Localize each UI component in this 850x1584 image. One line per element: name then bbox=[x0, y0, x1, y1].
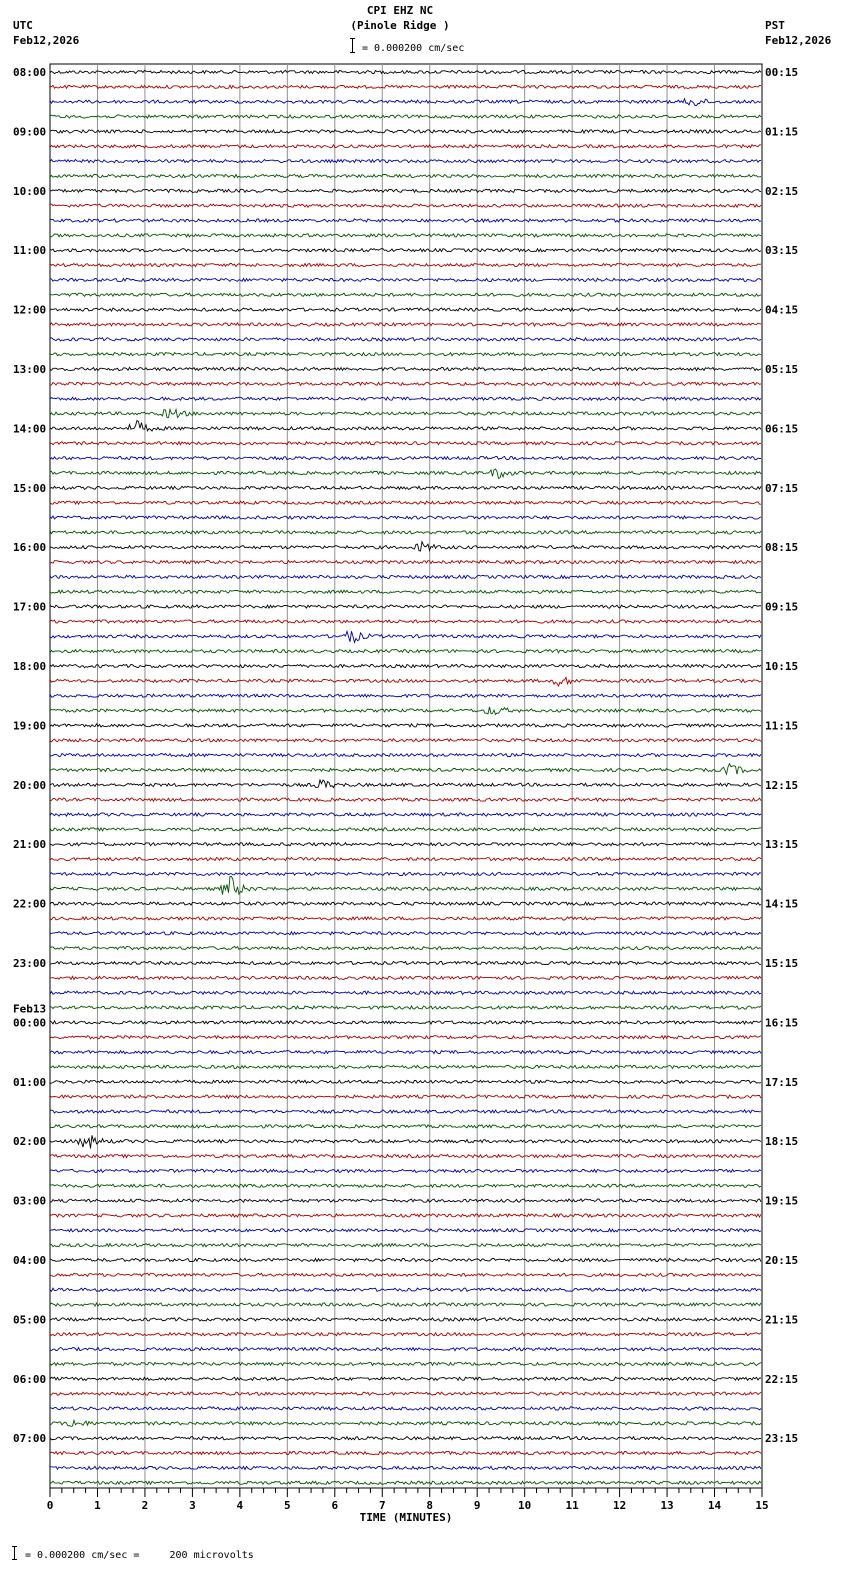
trace-53 bbox=[50, 858, 761, 861]
right-hour-label: 21:15 bbox=[765, 1313, 799, 1327]
trace-68 bbox=[50, 1080, 761, 1083]
x-tick-label: 0 bbox=[46, 1499, 54, 1512]
trace-14 bbox=[50, 278, 761, 281]
left-hour-label: 05:00 bbox=[13, 1313, 47, 1327]
right-hour-label: 15:15 bbox=[765, 957, 799, 970]
trace-27 bbox=[50, 469, 761, 479]
left-hour-label: 18:00 bbox=[13, 660, 47, 673]
trace-62 bbox=[50, 991, 761, 994]
x-tick-label: 4 bbox=[236, 1499, 244, 1512]
trace-89 bbox=[50, 1392, 761, 1395]
trace-41 bbox=[50, 677, 761, 686]
trace-92 bbox=[50, 1437, 761, 1440]
x-tick-label: 15 bbox=[755, 1499, 769, 1512]
trace-54 bbox=[50, 872, 761, 875]
trace-16 bbox=[50, 308, 761, 311]
trace-91 bbox=[50, 1420, 761, 1426]
trace-60 bbox=[50, 961, 761, 964]
trace-84 bbox=[50, 1318, 761, 1321]
trace-39 bbox=[50, 650, 761, 653]
trace-3 bbox=[50, 115, 761, 118]
right-hour-label: 03:15 bbox=[765, 244, 799, 258]
trace-57 bbox=[50, 917, 761, 920]
trace-15 bbox=[50, 293, 761, 296]
right-hour-label: 23:15 bbox=[765, 1432, 799, 1446]
trace-49 bbox=[50, 798, 761, 801]
right-hour-label: 20:15 bbox=[765, 1254, 799, 1267]
trace-64 bbox=[50, 1021, 761, 1024]
right-hour-label: 01:15 bbox=[765, 125, 799, 139]
trace-22 bbox=[50, 397, 761, 400]
right-hour-label: 14:15 bbox=[765, 897, 799, 911]
trace-56 bbox=[50, 902, 761, 905]
trace-86 bbox=[50, 1348, 761, 1351]
right-hour-label: 00:15 bbox=[765, 66, 799, 79]
right-hour-label: 07:15 bbox=[765, 481, 799, 495]
left-hour-label: 11:00 bbox=[13, 244, 47, 258]
trace-59 bbox=[50, 947, 761, 950]
trace-65 bbox=[50, 1036, 761, 1039]
trace-78 bbox=[50, 1229, 761, 1232]
trace-0 bbox=[50, 70, 761, 73]
x-tick-label: 10 bbox=[518, 1499, 532, 1512]
trace-38 bbox=[50, 631, 761, 642]
x-tick-label: 1 bbox=[94, 1499, 101, 1512]
trace-2 bbox=[50, 99, 761, 106]
trace-47 bbox=[50, 764, 761, 775]
trace-46 bbox=[50, 754, 761, 757]
left-hour-label: 01:00 bbox=[13, 1075, 47, 1089]
x-tick-label: 7 bbox=[378, 1499, 386, 1512]
trace-44 bbox=[50, 724, 761, 727]
station-location: (Pinole Ridge ) bbox=[350, 19, 450, 32]
trace-20 bbox=[50, 367, 761, 370]
trace-95 bbox=[50, 1481, 761, 1484]
trace-82 bbox=[50, 1288, 761, 1291]
right-hour-label: 18:15 bbox=[765, 1135, 799, 1149]
trace-83 bbox=[50, 1303, 761, 1306]
x-tick-label: 9 bbox=[473, 1499, 481, 1512]
trace-61 bbox=[50, 976, 761, 979]
trace-36 bbox=[50, 605, 761, 608]
trace-32 bbox=[50, 542, 761, 551]
left-hour-label: 12:00 bbox=[13, 303, 47, 317]
right-hour-label: 11:15 bbox=[765, 719, 799, 733]
right-hour-label: 12:15 bbox=[765, 778, 799, 792]
trace-79 bbox=[50, 1244, 761, 1247]
trace-67 bbox=[50, 1065, 761, 1068]
trace-55 bbox=[50, 876, 761, 894]
trace-29 bbox=[50, 501, 761, 504]
left-hour-label: 08:00 bbox=[13, 66, 47, 79]
trace-34 bbox=[50, 575, 761, 578]
left-hour-label: 20:00 bbox=[13, 778, 47, 792]
x-tick-label: 14 bbox=[707, 1499, 722, 1512]
trace-30 bbox=[50, 516, 761, 519]
trace-66 bbox=[50, 1051, 761, 1054]
x-tick-label: 8 bbox=[426, 1499, 434, 1512]
trace-74 bbox=[50, 1169, 761, 1172]
left-hour-label: 19:00 bbox=[13, 719, 47, 733]
trace-28 bbox=[50, 486, 761, 489]
trace-76 bbox=[50, 1199, 761, 1202]
left-hour-label: 09:00 bbox=[13, 125, 47, 139]
trace-75 bbox=[50, 1184, 761, 1187]
x-tick-label: 12 bbox=[612, 1499, 627, 1512]
trace-85 bbox=[50, 1333, 761, 1336]
right-hour-label: 09:15 bbox=[765, 600, 799, 614]
left-hour-label: 14:00 bbox=[13, 422, 47, 436]
left-timezone: UTC bbox=[13, 19, 33, 32]
x-tick-label: 11 bbox=[565, 1499, 579, 1512]
footer-scale-bar-icon bbox=[12, 1546, 17, 1560]
trace-48 bbox=[50, 780, 761, 788]
left-hour-label: 21:00 bbox=[13, 838, 47, 852]
left-hour-label: 23:00 bbox=[13, 957, 47, 970]
trace-21 bbox=[50, 382, 761, 385]
trace-71 bbox=[50, 1125, 761, 1128]
trace-1 bbox=[50, 85, 761, 88]
right-hour-label: 02:15 bbox=[765, 184, 799, 198]
trace-42 bbox=[50, 694, 761, 697]
left-hour-label: 04:00 bbox=[13, 1254, 47, 1267]
left-hour-label: 17:00 bbox=[13, 600, 47, 614]
x-tick-label: 13 bbox=[660, 1499, 674, 1512]
trace-94 bbox=[50, 1466, 761, 1469]
left-hour-label: 06:00 bbox=[13, 1372, 47, 1386]
trace-81 bbox=[50, 1273, 761, 1276]
left-hour-label: 03:00 bbox=[13, 1194, 47, 1208]
trace-51 bbox=[50, 828, 761, 831]
plot-frame bbox=[50, 64, 762, 1488]
trace-4 bbox=[50, 130, 761, 133]
trace-10 bbox=[50, 219, 761, 222]
left-hour-label: 22:00 bbox=[13, 897, 47, 911]
right-hour-label: 04:15 bbox=[765, 303, 799, 317]
trace-35 bbox=[50, 590, 761, 593]
trace-25 bbox=[50, 442, 761, 445]
right-hour-label: 10:15 bbox=[765, 660, 799, 673]
right-hour-label: 05:15 bbox=[765, 363, 799, 376]
right-hour-label: 13:15 bbox=[765, 838, 799, 852]
scale-label: = 0.000200 cm/sec bbox=[362, 43, 465, 54]
trace-45 bbox=[50, 739, 761, 742]
right-hour-label: 08:15 bbox=[765, 541, 799, 555]
trace-17 bbox=[50, 323, 761, 326]
right-date: Feb12,2026 bbox=[765, 34, 832, 47]
trace-31 bbox=[50, 531, 761, 534]
right-hour-label: 16:15 bbox=[765, 1016, 799, 1030]
trace-23 bbox=[50, 409, 761, 417]
x-axis-label: TIME (MINUTES) bbox=[359, 1511, 453, 1524]
trace-87 bbox=[50, 1362, 761, 1365]
trace-6 bbox=[50, 160, 761, 163]
trace-12 bbox=[50, 249, 761, 252]
right-timezone: PST bbox=[765, 19, 785, 32]
trace-70 bbox=[50, 1110, 761, 1113]
trace-5 bbox=[50, 145, 761, 148]
trace-18 bbox=[50, 338, 761, 341]
x-tick-label: 5 bbox=[284, 1499, 291, 1512]
left-hour-label: 16:00 bbox=[13, 541, 47, 555]
trace-26 bbox=[50, 457, 761, 460]
left-hour-label: 10:00 bbox=[13, 184, 47, 198]
trace-9 bbox=[50, 204, 761, 207]
trace-80 bbox=[50, 1258, 761, 1261]
trace-58 bbox=[50, 932, 761, 935]
x-tick-label: 6 bbox=[331, 1499, 339, 1512]
trace-33 bbox=[50, 561, 761, 564]
trace-13 bbox=[50, 264, 761, 267]
trace-11 bbox=[50, 234, 761, 237]
trace-73 bbox=[50, 1155, 761, 1158]
footer-scale-label: = 0.000200 cm/sec = 200 microvolts bbox=[25, 1550, 254, 1561]
right-hour-label: 19:15 bbox=[765, 1194, 799, 1208]
left-hour-label: 02:00 bbox=[13, 1135, 47, 1149]
x-tick-label: 2 bbox=[141, 1499, 149, 1512]
trace-90 bbox=[50, 1407, 761, 1410]
right-hour-label: 06:15 bbox=[765, 422, 799, 436]
station-title: CPI EHZ NC bbox=[366, 4, 434, 17]
trace-24 bbox=[50, 421, 761, 432]
trace-7 bbox=[50, 174, 761, 177]
left-hour-label: 13:00 bbox=[13, 363, 47, 376]
left-hour-label: 00:00 bbox=[13, 1016, 47, 1030]
left-hour-label: 07:00 bbox=[13, 1432, 47, 1446]
trace-19 bbox=[50, 353, 761, 356]
day-change-label: Feb13 bbox=[13, 1002, 47, 1016]
trace-43 bbox=[50, 707, 761, 715]
trace-8 bbox=[50, 189, 761, 192]
trace-93 bbox=[50, 1452, 761, 1455]
left-hour-label: 15:00 bbox=[13, 481, 47, 495]
x-tick-label: 3 bbox=[189, 1499, 196, 1512]
trace-40 bbox=[50, 664, 761, 667]
trace-88 bbox=[50, 1377, 761, 1380]
right-hour-label: 22:15 bbox=[765, 1372, 799, 1386]
trace-63 bbox=[50, 1006, 761, 1009]
left-date: Feb12,2026 bbox=[13, 34, 80, 47]
trace-72 bbox=[50, 1135, 761, 1148]
trace-37 bbox=[50, 620, 761, 623]
trace-52 bbox=[50, 843, 761, 846]
trace-69 bbox=[50, 1095, 761, 1098]
trace-50 bbox=[50, 813, 761, 816]
right-hour-label: 17:15 bbox=[765, 1075, 799, 1089]
trace-77 bbox=[50, 1214, 761, 1217]
